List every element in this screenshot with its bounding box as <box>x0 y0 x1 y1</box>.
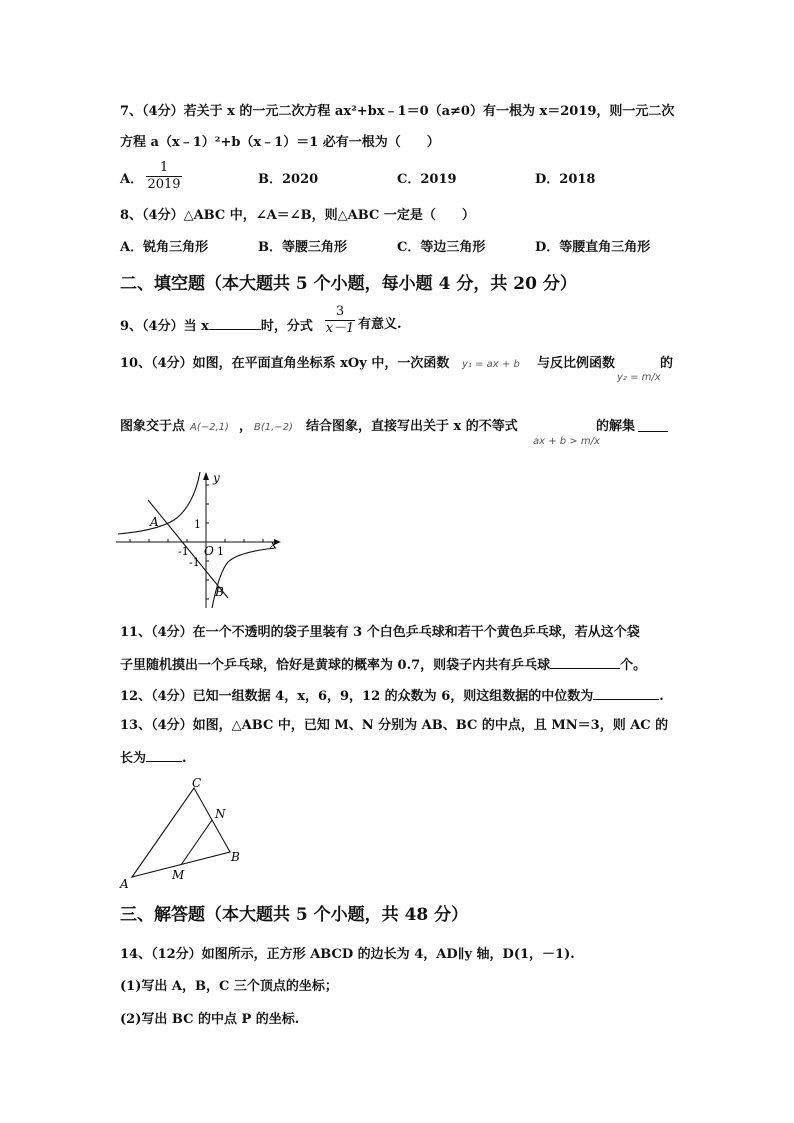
q9-fraction <box>325 304 355 337</box>
q9-suffix: 有意义. <box>358 317 402 332</box>
q7-option-d: D．2018 <box>535 172 596 187</box>
q11-line2-suffix: 个。 <box>620 658 647 673</box>
q11-line2-prefix: 子里随机摸出一个乒乓球，恰好是黄球的概率为 0.7，则袋子内共有乒乓球 <box>120 658 551 673</box>
q9-prefix: 9、（4分）当 x <box>120 319 209 334</box>
q10-graph <box>116 470 286 610</box>
q8-option-b: B．等腰三角形 <box>258 240 347 255</box>
q10-y2-formula: y₂ = m/x <box>617 372 661 383</box>
graph-x-neg-one-label: -1 <box>178 545 189 558</box>
q13-line2 <box>120 748 187 768</box>
q10-line2-middle: 结合图象，直接写出关于 x 的不等式 <box>306 419 518 434</box>
fig13-label-b: B <box>231 850 240 864</box>
q7-option-a-fraction <box>146 160 182 193</box>
fig13-label-a: A <box>120 877 129 891</box>
graph-y-label: y <box>213 471 220 485</box>
q10-line1-middle: 与反比例函数 <box>537 356 616 371</box>
graph-x-one-label: 1 <box>217 545 224 558</box>
graph-origin-label: O <box>204 544 214 558</box>
q12-suffix: . <box>659 689 664 704</box>
q11-line2 <box>120 655 646 675</box>
q10-comma: ， <box>239 419 253 434</box>
q13-line2-suffix: . <box>182 751 187 766</box>
q10-line1-end: 的 <box>660 356 674 371</box>
q9-fraction-numerator: 3 <box>335 304 345 319</box>
q14-line3: (2)写出 BC 的中点 P 的坐标. <box>120 1012 300 1027</box>
graph-y-one-label: 1 <box>194 518 201 531</box>
q13-figure <box>116 774 256 892</box>
q8-option-d: D．等腰直角三角形 <box>535 240 651 255</box>
fig13-label-n: N <box>215 807 226 821</box>
q7-option-a-label: A． <box>120 172 144 187</box>
q9-fraction-denominator: x－1 <box>325 321 355 336</box>
q7-option-a-denominator: 2019 <box>147 177 181 192</box>
q9-answer-blank <box>209 316 261 330</box>
q11-line1: 11、（4分）在一个不透明的袋子里装有 3 个白色乒乓球和若干个黄色乒乓球，若从这个袋 <box>120 625 640 640</box>
hyperbola-upper-left-branch <box>118 472 200 534</box>
q12-answer-blank <box>593 686 659 700</box>
q9-middle: 时，分式 <box>260 319 313 334</box>
q10-y1-formula: y₁ = ax + b <box>462 359 520 370</box>
graph-point-b-label: B <box>215 585 224 599</box>
q8-line1: 8、（4分）△ABC 中，∠A＝∠B，则△ABC 一定是（ ） <box>120 208 475 223</box>
section-3-heading: 三、解答题（本大题共 5 个小题，共 48 分） <box>120 905 469 925</box>
fig13-label-c: C <box>192 776 202 790</box>
q7-option-a-numerator: 1 <box>159 160 169 175</box>
q8-option-c: C．等边三角形 <box>397 240 486 255</box>
q10-inequality: ax + b > m/x <box>533 436 600 447</box>
q10-point-b: B(1,−2) <box>254 422 293 433</box>
q12-prefix: 12、（4分）已知一组数据 4，x，6，9，12 的众数为 6，则这组数据的中位数为 <box>120 689 594 704</box>
graph-y-neg-one-label: -1 <box>189 556 200 569</box>
q10-line1-prefix: 10、（4分）如图，在平面直角坐标系 xOy 中，一次函数 <box>120 356 450 371</box>
q7-line1: 7、（4分）若关于 x 的一元二次方程 ax²+bx﹣1＝0（a≠0）有一根为 x＝2019，则一元二次 <box>120 104 675 119</box>
q9-line <box>120 316 313 336</box>
q12-line <box>120 686 664 706</box>
q10-line2-prefix: 图象交于点 <box>120 419 186 434</box>
graph-x-label: x <box>270 537 277 551</box>
q13-answer-blank <box>146 748 182 762</box>
q7-option-c: C．2019 <box>397 172 457 187</box>
fig13-label-m: M <box>172 868 185 882</box>
q10-answer-blank <box>638 431 668 432</box>
q14-line2: (1)写出 A，B，C 三个顶点的坐标； <box>120 979 338 994</box>
triangle-abc <box>132 788 230 877</box>
q11-answer-blank <box>550 655 620 669</box>
graph-y-arrow <box>203 472 209 480</box>
q8-option-a: A．锐角三角形 <box>120 240 209 255</box>
graph-point-a-label: A <box>150 515 159 529</box>
q7-line2: 方程 a（x﹣1）²+b（x﹣1）＝1 必有一根为（ ） <box>120 135 440 150</box>
q10-point-a: A(−2,1) <box>190 422 229 433</box>
section-2-heading: 二、填空题（本大题共 5 个小题，每小题 4 分，共 20 分） <box>120 274 577 294</box>
q7-option-b: B．2020 <box>258 172 319 187</box>
q13-line2-prefix: 长为 <box>120 751 147 766</box>
q13-line1: 13、（4分）如图，△ABC 中，已知 M、N 分别为 AB、BC 的中点，且 MN＝3，则 AC 的 <box>120 718 669 733</box>
q14-line1: 14、（12分）如图所示，正方形 ABCD 的边长为 4，AD∥y 轴，D(1，－1). <box>120 947 575 962</box>
q10-line2-end: 的解集 <box>596 419 636 434</box>
